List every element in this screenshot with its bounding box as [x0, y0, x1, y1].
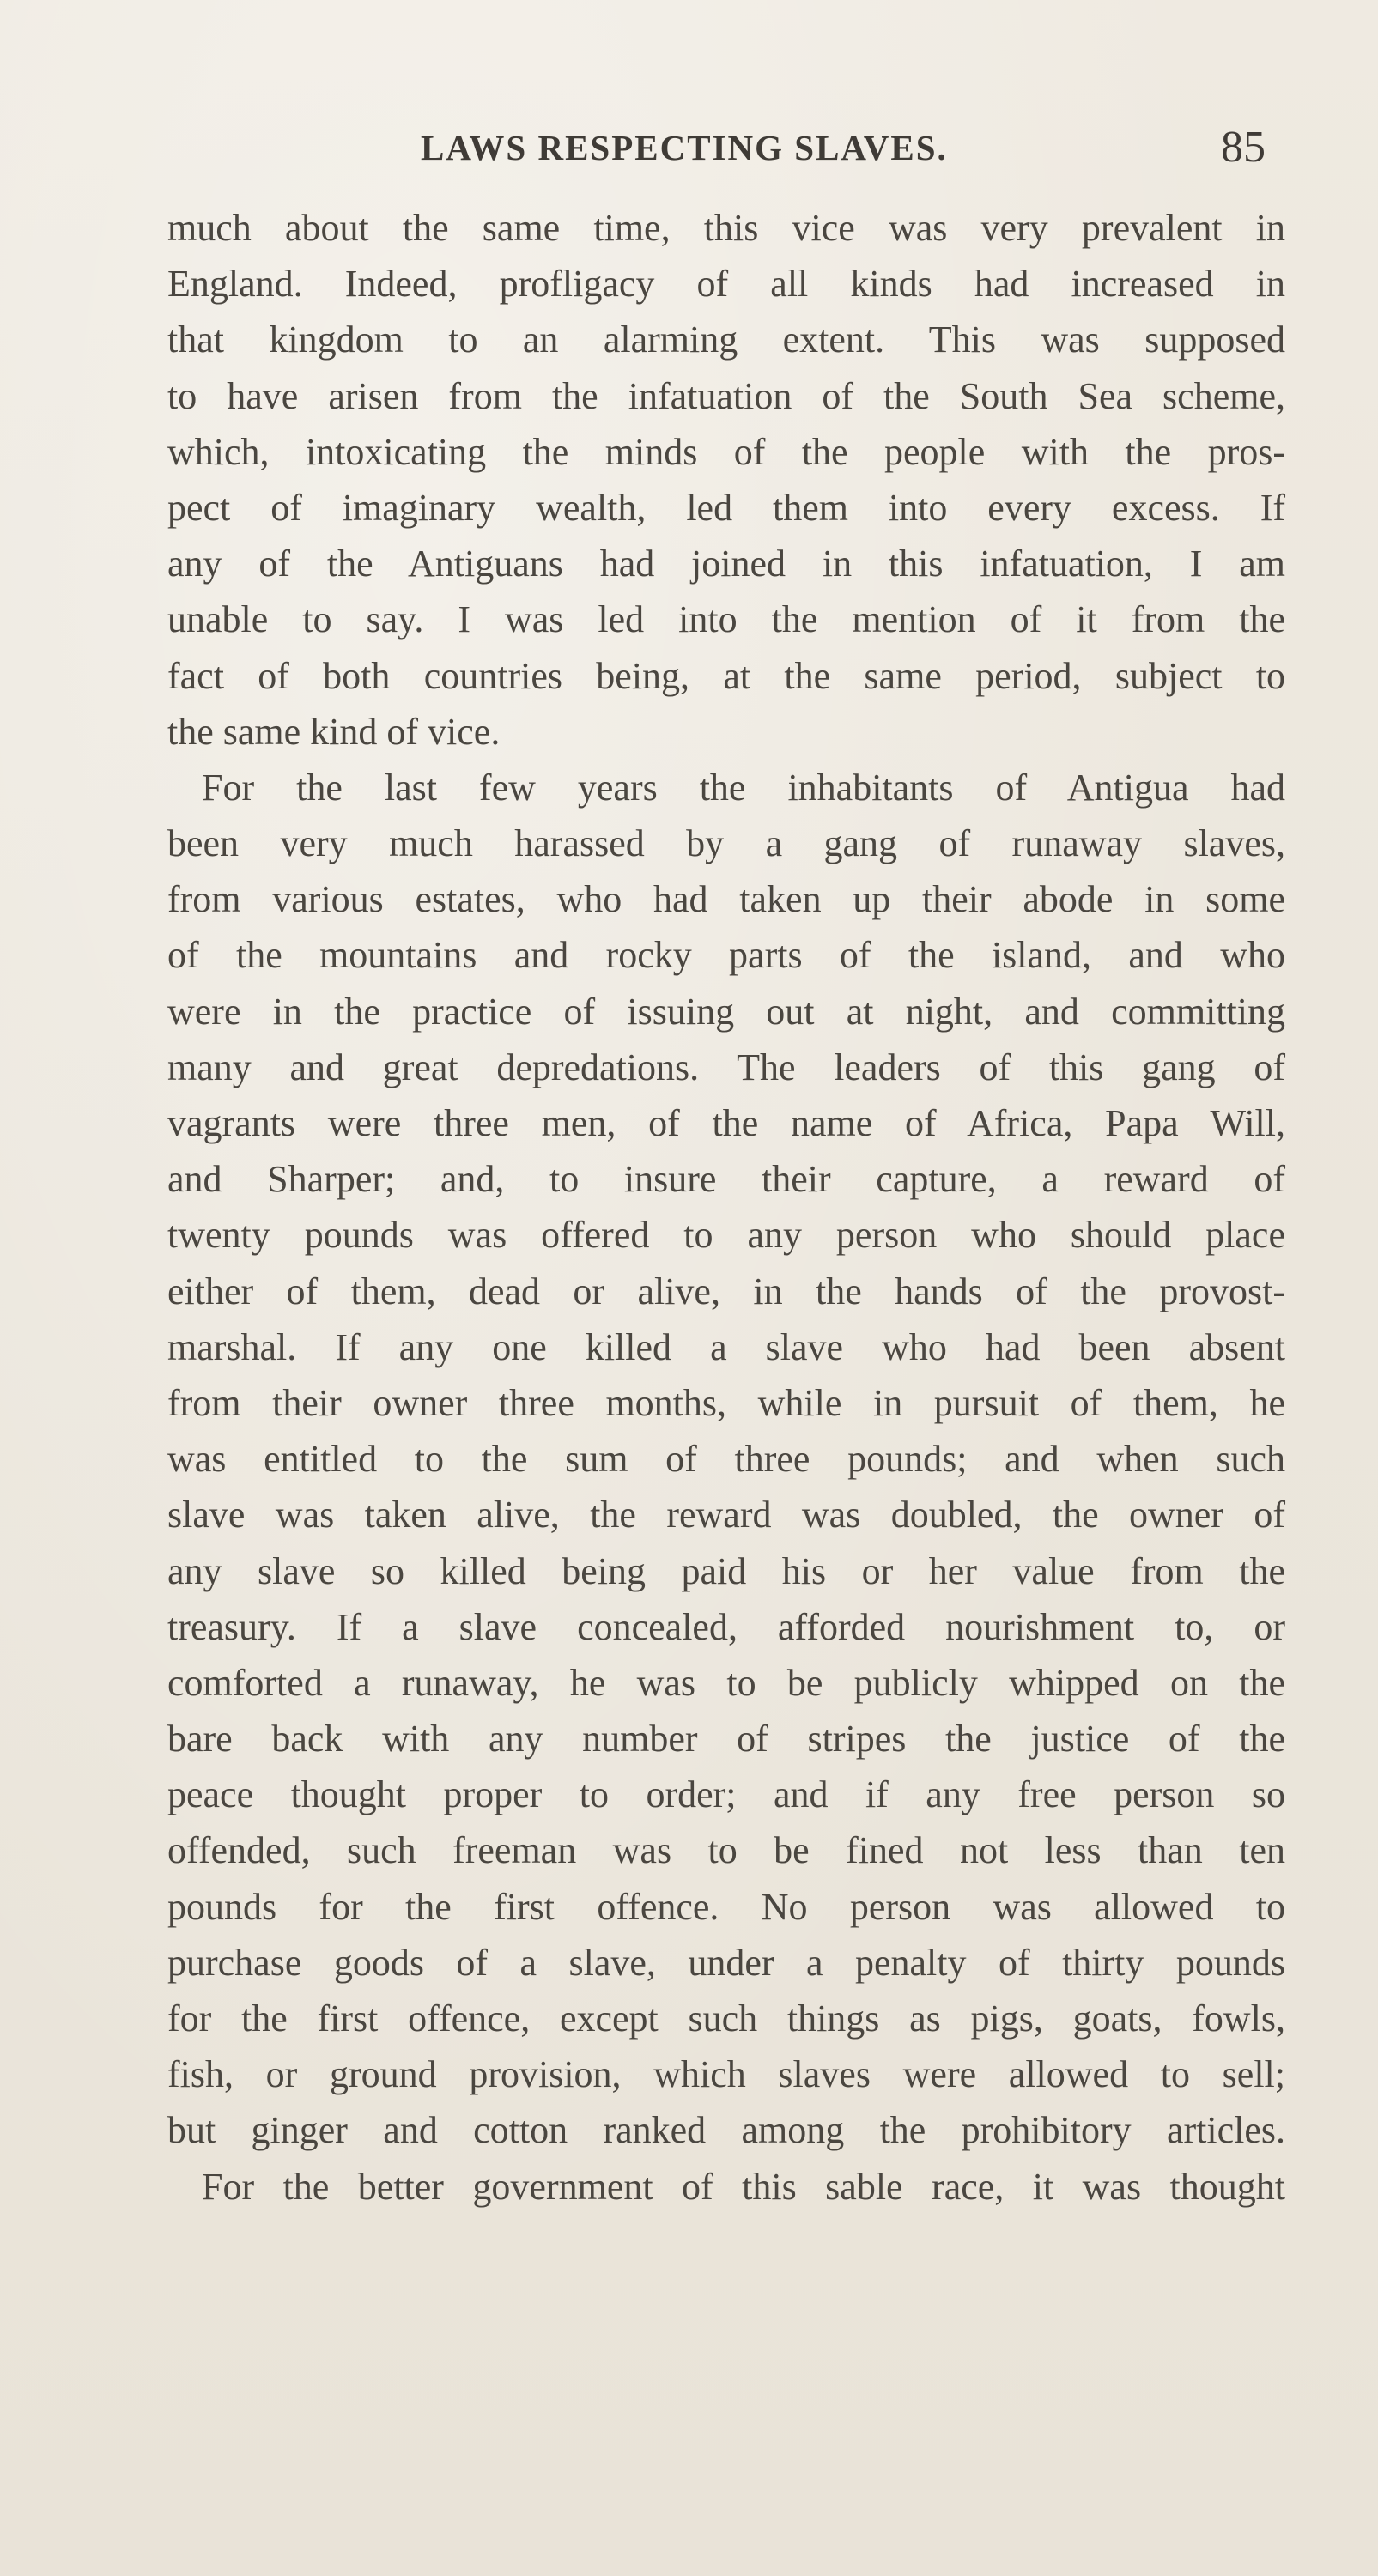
text-line: pounds for the first offence. No person was allowed to	[167, 1885, 1285, 1928]
text-line: pect of imaginary wealth, led them into every excess. If	[167, 486, 1285, 529]
text-line: much about the same time, this vice was very prevalent in	[167, 207, 1285, 249]
text-line: which, intoxicating the minds of the people with the pros-	[167, 430, 1285, 473]
text-line: purchase goods of a slave, under a penalty of thirty pounds	[167, 1941, 1285, 1984]
text-line: marshal. If any one killed a slave who had been absent	[167, 1325, 1285, 1368]
text-line: been very much harassed by a gang of runaway slaves,	[167, 822, 1285, 865]
running-title: LAWS RESPECTING SLAVES.	[421, 128, 948, 167]
text-line: England. Indeed, profligacy of all kinds had increased in	[167, 263, 1285, 306]
text-line: the same kind of vice.	[167, 710, 501, 753]
text-line: but ginger and cotton ranked among the prohibitory articles.	[167, 2109, 1285, 2152]
text-line: of the mountains and rocky parts of the island, and who	[167, 934, 1285, 977]
text-line: for the first offence, except such things as pigs, goats, fowls,	[167, 1997, 1285, 2040]
text-line: was entitled to the sum of three pounds; and when such	[167, 1438, 1285, 1481]
text-line: were in the practice of issuing out at night, and committing	[167, 990, 1285, 1033]
text-line: many and great depredations. The leaders of this gang of	[167, 1046, 1285, 1088]
text-line: twenty pounds was offered to any person who should place	[167, 1214, 1285, 1257]
text-line: from their owner three months, while in pursuit of them, he	[167, 1381, 1285, 1424]
paragraph-start-line: For the better government of this sable race, it was thought	[202, 2165, 1285, 2208]
text-line: and Sharper; and, to insure their capture, a reward of	[167, 1158, 1285, 1201]
text-line: unable to say. I was led into the mention of it from the	[167, 598, 1285, 641]
text-line: offended, such freeman was to be fined not less than ten	[167, 1829, 1285, 1872]
text-line: to have arisen from the infatuation of the South Sea scheme,	[167, 374, 1285, 417]
text-line: any of the Antiguans had joined in this infatuation, I am	[167, 542, 1285, 585]
paragraph-start-line: For the last few years the inhabitants of Antigua had	[202, 766, 1285, 809]
text-line: that kingdom to an alarming extent. This was supposed	[167, 318, 1285, 361]
text-line: vagrants were three men, of the name of Africa, Papa Will,	[167, 1102, 1285, 1144]
text-line: any slave so killed being paid his or her value from the	[167, 1549, 1285, 1592]
text-line: bare back with any number of stripes the justice of the	[167, 1718, 1285, 1761]
text-line: either of them, dead or alive, in the hands of the provost-	[167, 1270, 1285, 1312]
text-line: slave was taken alive, the reward was doubled, the owner of	[167, 1494, 1285, 1537]
text-line: treasury. If a slave concealed, afforded nourishment to, or	[167, 1605, 1285, 1648]
text-line: fact of both countries being, at the same period, subject to	[167, 654, 1285, 697]
text-line: comforted a runaway, he was to be publicly whipped on the	[167, 1661, 1285, 1704]
body-text	[167, 200, 1285, 2215]
text-line: from various estates, who had taken up their abode in some	[167, 878, 1285, 921]
text-line: fish, or ground provision, which slaves were allowed to sell;	[167, 2053, 1285, 2096]
page-header	[0, 123, 1378, 179]
text-line: peace thought proper to order; and if any free person so	[167, 1773, 1285, 1816]
page-number: 85	[1221, 123, 1266, 172]
